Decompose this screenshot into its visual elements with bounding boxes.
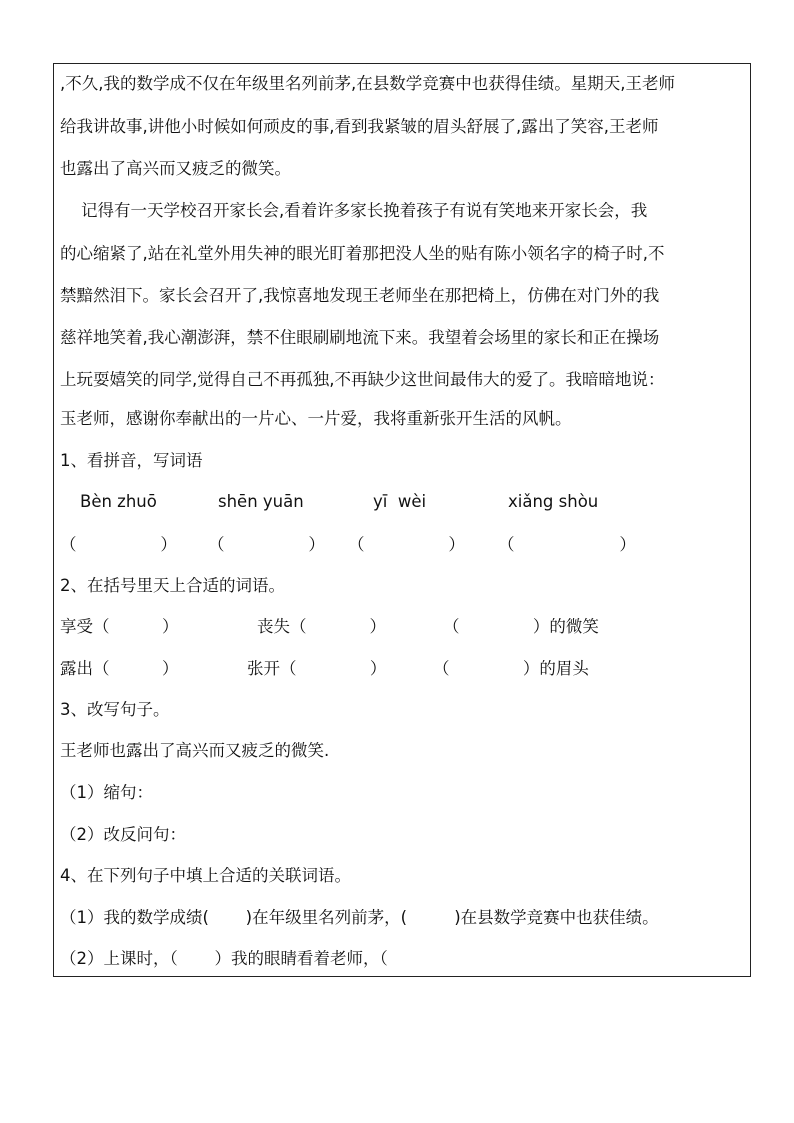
pinyin-1: Bèn zhuō <box>80 492 157 511</box>
question-title: 1、看拼音，写词语 <box>60 451 203 470</box>
passage-line: 慈祥地笑着,我心潮澎湃，禁不住眼刷刷地流下来。我望着会场里的家长和正在操场 <box>60 328 660 347</box>
answer-blank[interactable]: （ ） <box>498 535 636 554</box>
fill-item[interactable]: 张开（ ） <box>247 659 387 678</box>
fill-item[interactable]: （ ）的微笑 <box>443 617 599 636</box>
answer-blank[interactable]: （ ） <box>208 535 325 554</box>
pinyin-2: shēn yuān <box>218 492 304 511</box>
fill-item[interactable]: 露出（ ） <box>60 659 179 678</box>
answer-blank[interactable]: （ ） <box>348 535 465 554</box>
question-title: 4、在下列句子中填上合适的关联词语。 <box>60 866 351 885</box>
passage-line: 也露出了高兴而又疲乏的微笑。 <box>60 159 291 178</box>
passage-line: 记得有一天学校召开家长会,看着许多家长挽着孩子有说有笑地来开家长会，我 <box>60 201 648 220</box>
fill-item[interactable]: 享受（ ） <box>60 617 179 636</box>
pinyin-3: yī wèi <box>373 492 427 511</box>
passage-line: 玉老师，感谢你奉献出的一片心、一片爱，我将重新张开生活的风帆。 <box>60 409 572 428</box>
sub-question: （1）缩句： <box>60 783 153 802</box>
passage-line: 上玩耍嬉笑的同学,觉得自己不再孤独,不再缺少这世间最伟大的爱了。我暗暗地说： <box>60 370 665 389</box>
pinyin-4: xiǎng shòu <box>508 492 599 511</box>
question-title: 2、在括号里天上合适的词语。 <box>60 576 285 595</box>
passage-line: 的心缩紧了,站在礼堂外用失神的眼光盯着那把没人坐的贴有陈小领名字的椅子时,不 <box>60 244 665 263</box>
sub-question: （1）我的数学成绩( )在年级里名列前茅，( )在县数学竞赛中也获佳绩。 <box>60 908 659 927</box>
answer-blank[interactable]: （ ） <box>60 535 177 554</box>
sub-question: （2）上课时，（ ）我的眼睛看着老师，（ <box>60 949 388 968</box>
passage-line: 给我讲故事,讲他小时候如何顽皮的事,看到我紧皱的眉头舒展了,露出了笑容,王老师 <box>60 117 659 136</box>
sub-question: （2）改反问句： <box>60 825 186 844</box>
fill-item[interactable]: （ ）的眉头 <box>433 659 589 678</box>
passage-line: ,不久,我的数学成不仅在年级里名列前茅,在县数学竞赛中也获得佳绩。星期天,王老师 <box>60 74 675 93</box>
sentence: 王老师也露出了高兴而又疲乏的微笑. <box>60 741 330 760</box>
passage-line: 禁黯然泪下。家长会召开了,我惊喜地发现王老师坐在那把椅上，仿佛在对门外的我 <box>60 286 660 305</box>
fill-item[interactable]: 丧失（ ） <box>257 617 386 636</box>
question-title: 3、改写句子。 <box>60 700 170 719</box>
